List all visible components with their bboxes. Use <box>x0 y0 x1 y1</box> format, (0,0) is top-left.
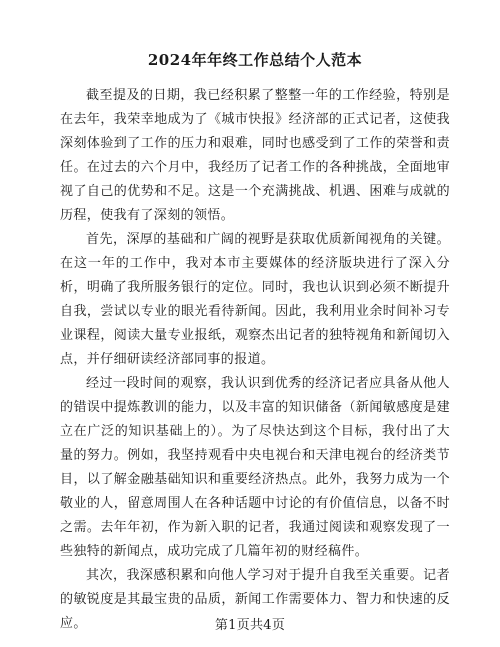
document-title: 2024年年终工作总结个人范本 <box>147 51 363 69</box>
paragraph-4: 其次，我深感积累和向他人学习对于提升自我至关重要。记者的敏锐度是其最宝贵的品质，新闻工作需要体力、智力和快速的反应。 <box>60 568 450 631</box>
paragraph-3: 经过一段时间的观察，我认识到优秀的经济记者应具备从他人的错误中提炼教训的能力，以及丰富的知识储备（新闻敏感度是建立在广泛的知识基础上的）。为了尽快达到这个目标，我付出了大量的努力。例如，我坚持观看中央电视台和天津电视台的经济类节目，以了解金融基础知识和重要经济热点。此外，我努力成为一个敬业的人，留意周围人在各种话题中讨论的有价值信息，以备不时之需。去年年初，作为新入职的记者，我通过阅读和观察发现了一些独特的新闻点，成功完成了几篇年初的财经稿件。 <box>60 376 450 559</box>
document-body <box>60 84 450 636</box>
paragraph-1: 截至提及的日期，我已经积累了整整一年的工作经验，特别是在去年，我荣幸地成为了《城市快报》经济部的正式记者，这使我深刻体验到了工作的压力和艰难，同时也感受到了工作的荣誉和责任。在过去的六个月中，我经历了记者工作的各种挑战，全面地审视了自己的优势和不足。这是一个充满挑战、机遇、困难与成就的历程，使我有了深刻的领悟。 <box>60 88 450 223</box>
page-number: 第1页共4页 <box>214 618 286 633</box>
paragraph-2: 首先，深厚的基础和广阔的视野是获取优质新闻视角的关键。在这一年的工作中，我对本市主要媒体的经济版块进行了深入分析，明确了我所服务银行的定位。同时，我也认识到必须不断提升自我，尝试以专业的眼光看待新闻。因此，我利用业余时间补习专业课程，阅读大量专业报纸，观察杰出记者的独特视角和新闻切入点，并仔细研读经济部同事的报道。 <box>60 232 450 367</box>
